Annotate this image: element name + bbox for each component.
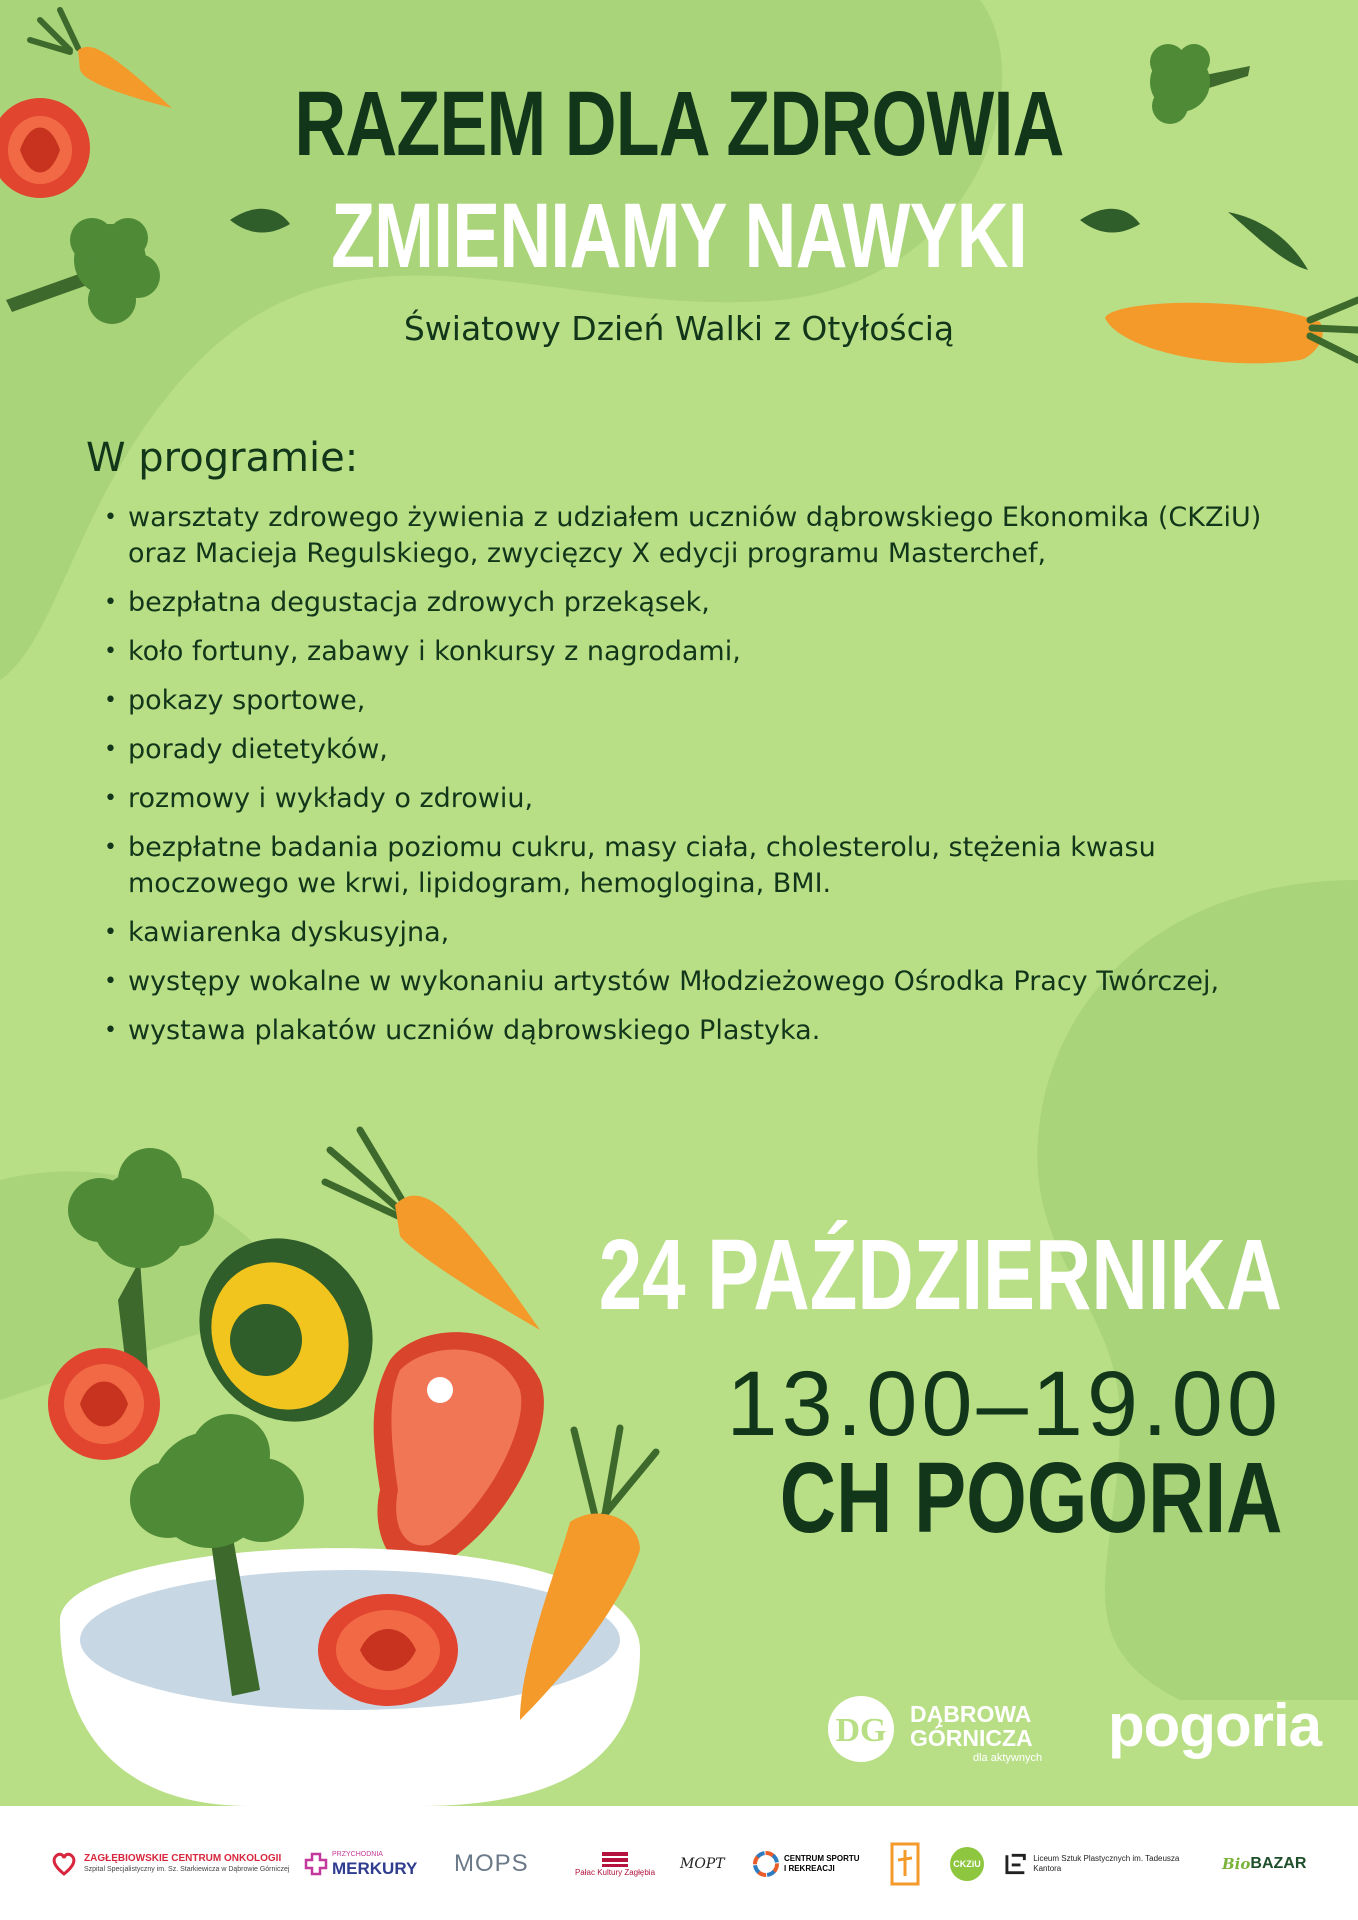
sponsor-onkologia — [50, 1840, 290, 1888]
sponsor-palac — [570, 1840, 660, 1888]
tomato-bottomleft-icon — [48, 1348, 160, 1460]
biobazar-bio: Bio — [1222, 1855, 1251, 1873]
heart-icon — [50, 1850, 78, 1878]
mops-name: MOPS — [454, 1850, 529, 1877]
cross-icon — [304, 1852, 328, 1876]
sponsor-mopt — [680, 1840, 740, 1888]
svg-text:DG: DG — [835, 1712, 887, 1749]
list-item: • koło fortuny, zabawy i konkursy z nagrodami, — [100, 634, 1280, 670]
palac-name: Pałac Kultury Zagłębia — [574, 1868, 656, 1877]
event-date: 24 PAŹDZIERNIKA — [598, 1219, 1282, 1331]
tomato-bowl-icon — [318, 1594, 458, 1706]
sponsor-footer — [0, 1806, 1358, 1920]
lsp-icon — [1004, 1852, 1027, 1876]
mopt-name: MOPT — [680, 1856, 725, 1872]
program-heading: W programie: — [86, 435, 359, 481]
dg-tagline: dla aktywnych — [973, 1752, 1043, 1764]
onko-subtitle: Szpital Specjalistyczny im. Sz. Starkiewicza w Dąbrowie Górniczej — [84, 1866, 290, 1873]
list-item: • porady dietetyków, — [100, 732, 1280, 768]
list-item: • pokazy sportowe, — [100, 683, 1280, 719]
figure-icon — [890, 1842, 920, 1886]
sponsor-biobazar — [1222, 1840, 1312, 1888]
event-time: 13.00–19.00 — [726, 1353, 1282, 1455]
sponsor-mops — [454, 1840, 554, 1888]
page-subtitle-main: ZMIENIAMY NAWYKI — [331, 185, 1027, 287]
palace-icon — [600, 1850, 630, 1868]
dabrowa-gornicza-logo — [826, 1690, 1066, 1770]
sponsor-lsp — [1004, 1840, 1204, 1888]
lsp-name: Liceum Sztuk Plastycznych im. Tadeusza Kantora — [1033, 1854, 1180, 1873]
list-item: • warsztaty zdrowego żywienia z udziałem uczniów dąbrowskiego Ekonomika (CKZiU) oraz Macieja Regulskiego, zwycięzcy X edycji programu Masterchef, — [100, 500, 1280, 572]
event-place: CH POGORIA — [779, 1442, 1282, 1554]
dg-name-line2: GÓRNICZA — [910, 1725, 1033, 1751]
merkury-small: PRZYCHODNIA — [332, 1851, 383, 1858]
event-subtitle: Światowy Dzień Walki z Otyłością — [403, 309, 955, 348]
list-item: • wystawa plakatów uczniów dąbrowskiego Plastyka. — [100, 1013, 1280, 1049]
sponsor-csir — [752, 1840, 872, 1888]
leaf-farright-icon — [1228, 212, 1308, 270]
list-item: • bezpłatna degustacja zdrowych przekąsek, — [100, 585, 1280, 621]
list-item: • kawiarenka dyskusyjna, — [100, 915, 1280, 951]
ckziu-name: CKZiU — [950, 1847, 984, 1881]
pogoria-logo: pogoria — [1108, 1692, 1321, 1759]
csir-icon — [752, 1850, 780, 1878]
list-item: • rozmowy i wykłady o zdrowiu, — [100, 781, 1280, 817]
csir-line1: CENTRUM SPORTU — [784, 1854, 860, 1863]
program-list — [100, 500, 1280, 1062]
sponsor-ckziu — [950, 1840, 990, 1888]
biobazar-bazar: BAZAR — [1250, 1855, 1307, 1872]
onko-title: ZAGŁĘBIOWSKIE CENTRUM ONKOLOGII — [84, 1853, 282, 1864]
list-item: • występy wokalne w wykonaniu artystów Młodzieżowego Ośrodka Pracy Twórczej, — [100, 964, 1280, 1000]
merkury-name: MERKURY — [332, 1859, 418, 1878]
list-item: • bezpłatne badania poziomu cukru, masy ciała, cholesterolu, stężenia kwasu moczowego we krwi, lipidogram, hemoglogina, BMI. — [100, 830, 1280, 902]
csir-line2: I REKREACJI — [784, 1864, 835, 1873]
dg-name-line1: DĄBROWA — [910, 1701, 1032, 1727]
sponsor-merkury — [304, 1840, 434, 1888]
page-title: RAZEM DLA ZDROWIA — [294, 73, 1064, 175]
dg-circle-icon — [826, 1694, 896, 1764]
dg-name — [910, 1702, 1033, 1750]
sponsor-mdk — [890, 1840, 926, 1888]
ham-icon — [374, 1332, 544, 1571]
